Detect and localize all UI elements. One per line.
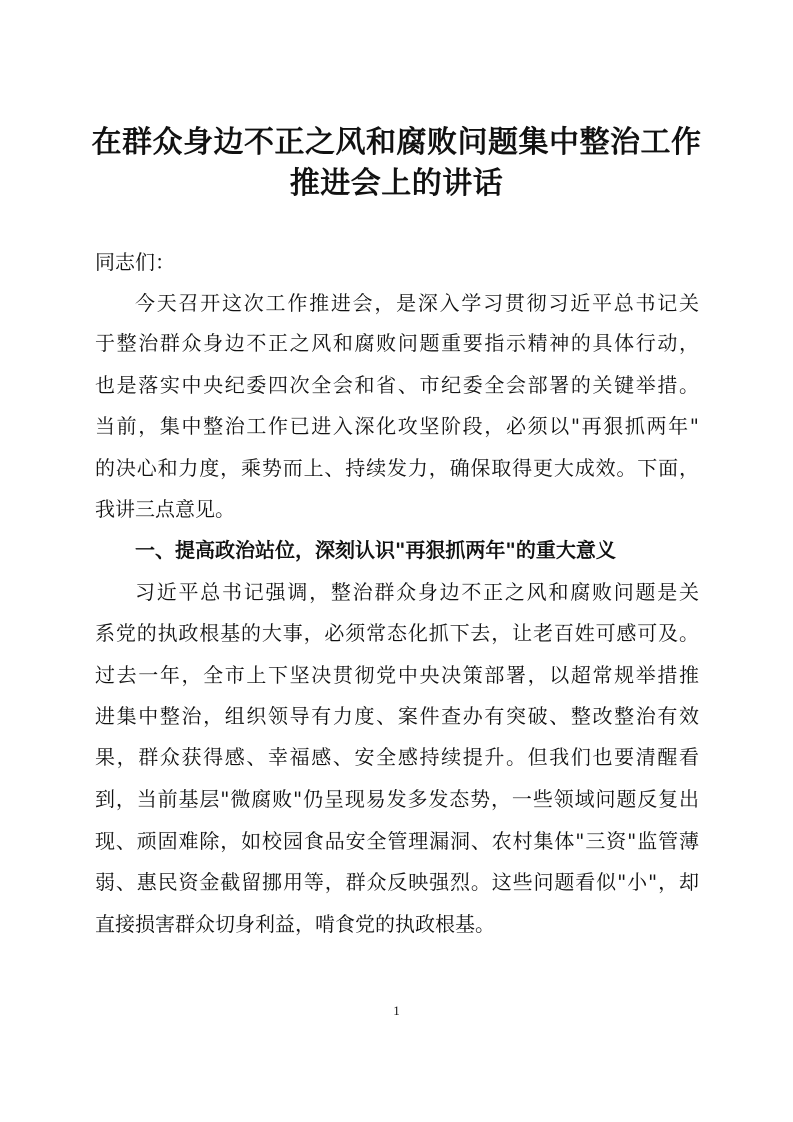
paragraph-2-line: 果，群众获得感、幸福感、安全感持续提升。但我们也要清醒看 <box>95 745 699 769</box>
paragraph-2-line: 习近平总书记强调，整治群众身边不正之风和腐败问题是关 <box>135 580 699 604</box>
page-number: 1 <box>393 1003 400 1018</box>
paragraph-1-line: 于整治群众身边不正之风和腐败问题重要指示精神的具体行动， <box>95 331 699 355</box>
document-title-line-2: 推进会上的讲话 <box>289 166 504 201</box>
paragraph-2-line: 系党的执政根基的大事，必须常态化抓下去，让老百姓可感可及。 <box>95 621 699 645</box>
paragraph-1-line: 的决心和力度，乘势而上、持续发力，确保取得更大成效。下面， <box>95 456 699 480</box>
paragraph-2-line: 现、顽固难除，如校园食品安全管理漏洞、农村集体"三资"监管薄 <box>95 829 699 853</box>
paragraph-2-line: 到，当前基层"微腐败"仍呈现易发多发态势，一些领域问题反复出 <box>95 787 699 811</box>
section-heading-1: 一、提高政治站位，深刻认识"再狠抓两年"的重大意义 <box>135 538 616 562</box>
paragraph-1-line: 今天召开这次工作推进会，是深入学习贯彻习近平总书记关 <box>135 291 699 315</box>
paragraph-1-line: 当前，集中整治工作已进入深化攻坚阶段，必须以"再狠抓两年" <box>95 414 699 438</box>
paragraph-1-line: 也是落实中央纪委四次全会和省、市纪委全会部署的关键举措。 <box>95 373 699 397</box>
paragraph-2-line: 进集中整治，组织领导有力度、案件查办有突破、整改整治有效 <box>95 704 699 728</box>
salutation: 同志们： <box>95 250 175 274</box>
paragraph-2-line: 弱、惠民资金截留挪用等，群众反映强烈。这些问题看似"小"，却 <box>95 870 699 894</box>
paragraph-1-line: 我讲三点意见。 <box>95 497 235 521</box>
paragraph-2-line: 直接损害群众切身利益，啃食党的执政根基。 <box>95 912 495 936</box>
document-title-line-1: 在群众身边不正之风和腐败问题集中整治工作 <box>91 125 702 160</box>
paragraph-2-line: 过去一年，全市上下坚决贯彻党中央决策部署，以超常规举措推 <box>95 663 699 687</box>
